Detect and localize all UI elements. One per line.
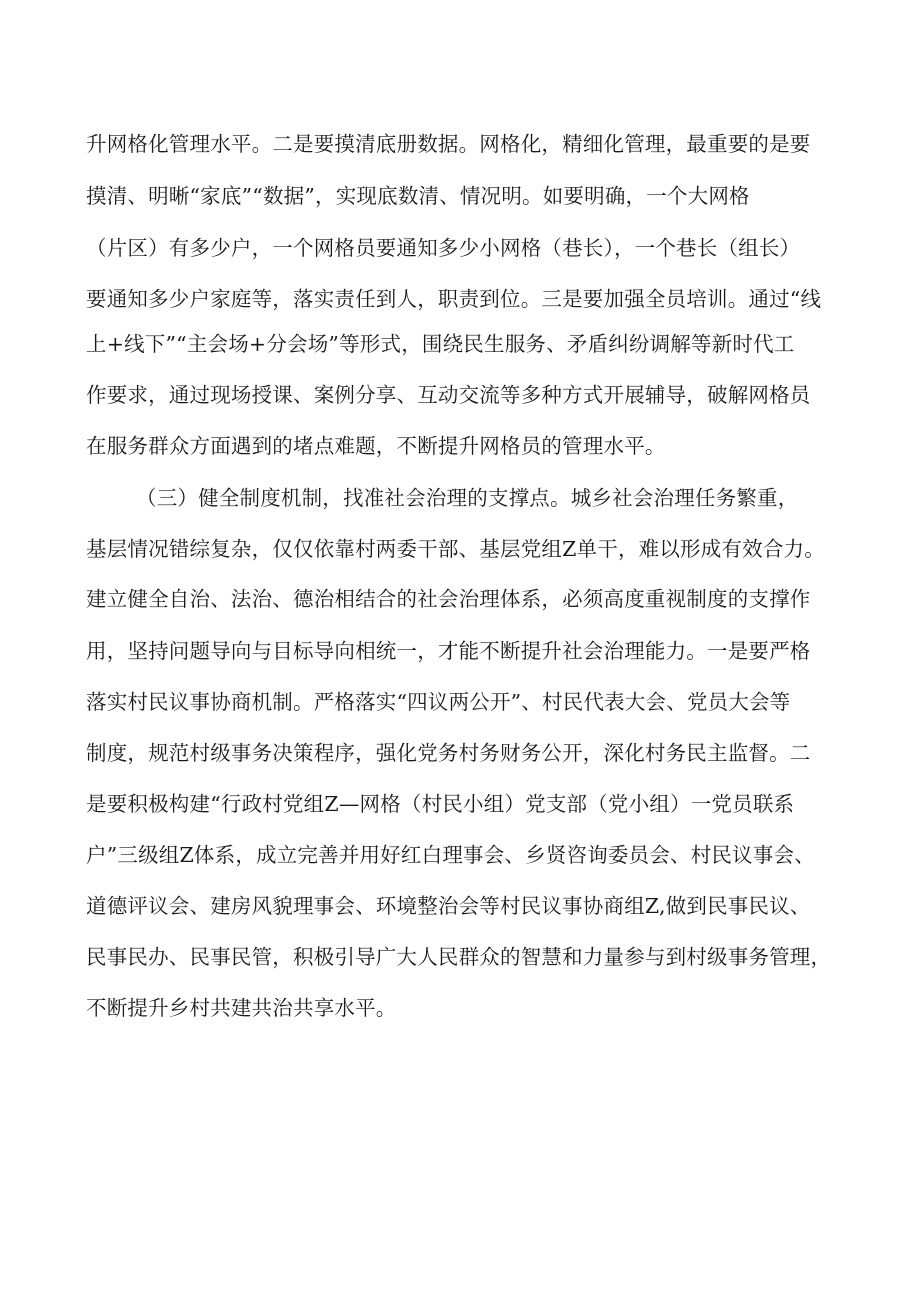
text-line: 作要求，通过现场授课、案例分享、互动交流等多种方式开展辅导，破解网格员	[86, 383, 811, 407]
text-line: （片区）有多少户，一个网格员要通知多少小网格（巷长），一个巷长（组长）	[86, 236, 801, 260]
text-line: 要通知多少户家庭等，落实责任到人，职责到位。三是要加强全员培训。通过“线	[86, 287, 822, 311]
text-line: 上+线下”“主会场+分会场”等形式，围绕民生服务、矛盾纠纷调解等新时代工	[86, 332, 795, 356]
text-line: 落实村民议事协商机制。严格落实“四议两公开”、村民代表大会、党员大会等	[86, 690, 791, 714]
text-line: 摸清、明晰“家底”“数据”，实现底数清、情况明。如要明确，一个大网格	[86, 184, 750, 208]
text-line: 制度，规范村级事务决策程序，强化党务村务财务公开，深化村务民主监督。二	[86, 741, 811, 765]
text-line: 是要积极构建“行政村党组Z—网格（村民小组）党支部（党小组）一党员联系	[86, 792, 795, 816]
text-line: 基层情况错综复杂，仅仅依靠村两委干部、基层党组Z单干，难以形成有效合力。	[86, 537, 825, 561]
text-line: 建立健全自治、法治、德治相结合的社会治理体系，必须高度重视制度的支撑作	[86, 587, 811, 611]
text-line: 道德评议会、建房风貌理事会、环境整治会等村民议事协商组Z,做到民事民议、	[86, 894, 811, 918]
text-line: 不断提升乡村共建共治共享水平。	[86, 996, 397, 1020]
text-line: 在服务群众方面遇到的堵点难题，不断提升网格员的管理水平。	[86, 434, 666, 458]
text-line: 民事民办、民事民管，积极引导广大人民群众的智慧和力量参与到村级事务管理，	[86, 945, 832, 969]
text-line: 升网格化管理水平。二是要摸清底册数据。网格化，精细化管理，最重要的是要	[86, 132, 811, 156]
text-line: 用，坚持问题导向与目标导向相统一，才能不断提升社会治理能力。一是要严格	[86, 639, 811, 663]
text-line: （三）健全制度机制，找准社会治理的支撑点。城乡社会治理任务繁重，	[136, 486, 799, 510]
text-line: 户”三级组Z体系，成立完善并用好红白理事会、乡贤咨询委员会、村民议事会、	[86, 843, 815, 867]
